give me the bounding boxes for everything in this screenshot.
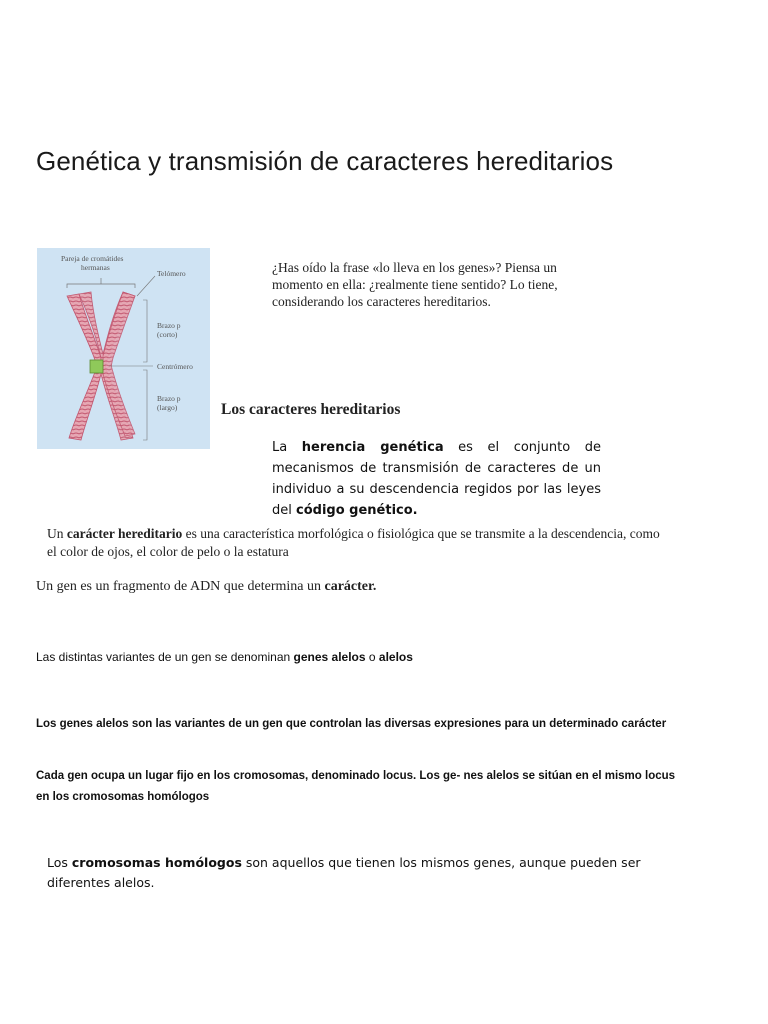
gen-paragraph bbox=[36, 579, 636, 595]
herencia-text-2: es el conjunto de mecanismos de transmisión de caracteres de un individuo a su descendencia regidos por las leyes del bbox=[272, 440, 602, 518]
caracter-paragraph bbox=[47, 525, 667, 561]
label-hermanas: hermanas bbox=[81, 263, 110, 272]
alelos-term: alelos bbox=[378, 650, 413, 664]
herencia-term: herencia genética bbox=[301, 440, 444, 455]
page-title: Genética y transmisión de caracteres hereditarios bbox=[36, 146, 614, 176]
section-heading: Los caracteres hereditarios bbox=[221, 401, 401, 418]
centromere-marker bbox=[90, 360, 103, 373]
variantes-text-2: o bbox=[365, 650, 379, 664]
homologos-paragraph bbox=[47, 853, 687, 893]
label-corto: (corto) bbox=[157, 330, 178, 339]
variantes-text-1: Las distintas variantes de un gen se denominan bbox=[36, 650, 294, 664]
cromosomas-homologos-term: cromosomas homólogos bbox=[71, 855, 242, 870]
caracter-term: carácter hereditario bbox=[66, 526, 183, 541]
chromosome-diagram bbox=[37, 248, 210, 449]
herencia-paragraph bbox=[272, 437, 601, 521]
genes-alelos-term: genes alelos bbox=[293, 650, 366, 664]
caracter-text-1: Un bbox=[47, 526, 67, 541]
herencia-text-1: La bbox=[272, 440, 302, 455]
gen-term: carácter. bbox=[324, 579, 377, 594]
locus-paragraph: Cada gen ocupa un lugar fijo en los cromosomas, denominado locus. Los ge- nes alelos se sitúan en el mismo locus en los cromosomas homólogos bbox=[36, 770, 676, 803]
gen-text-1: Un gen es un fragmento de ADN que determina un bbox=[36, 579, 325, 594]
alelos-paragraph: Los genes alelos son las variantes de un gen que controlan las diversas expresiones para un determinado carácter bbox=[36, 718, 667, 730]
chromosome-figure bbox=[37, 248, 210, 449]
label-brazo-p: Brazo p bbox=[157, 321, 181, 330]
homologos-text-1: Los bbox=[47, 855, 72, 870]
intro-paragraph: ¿Has oído la frase «lo lleva en los genes»? Piensa un momento en ella: ¿realmente tiene sentido? Lo tiene, considerando los caracteres hereditarios. bbox=[272, 260, 558, 309]
variantes-paragraph bbox=[36, 650, 736, 664]
homologos-text-2: son aquellos que tienen los mismos genes, aunque pueden ser diferentes alelos. bbox=[47, 855, 641, 890]
codigo-genetico-term: código genético. bbox=[296, 503, 418, 518]
label-brazo-q: Brazo p bbox=[157, 394, 181, 403]
caracter-text-2: es una característica morfológica o fisiológica que se transmite a la descendencia, como el color de ojos, el color de pelo o la estatura bbox=[47, 526, 660, 559]
label-pareja: Pareja de cromátides bbox=[61, 254, 124, 263]
label-telomero: Telómero bbox=[157, 269, 186, 278]
label-largo: (largo) bbox=[157, 403, 178, 412]
label-centromero: Centrómero bbox=[157, 362, 193, 371]
